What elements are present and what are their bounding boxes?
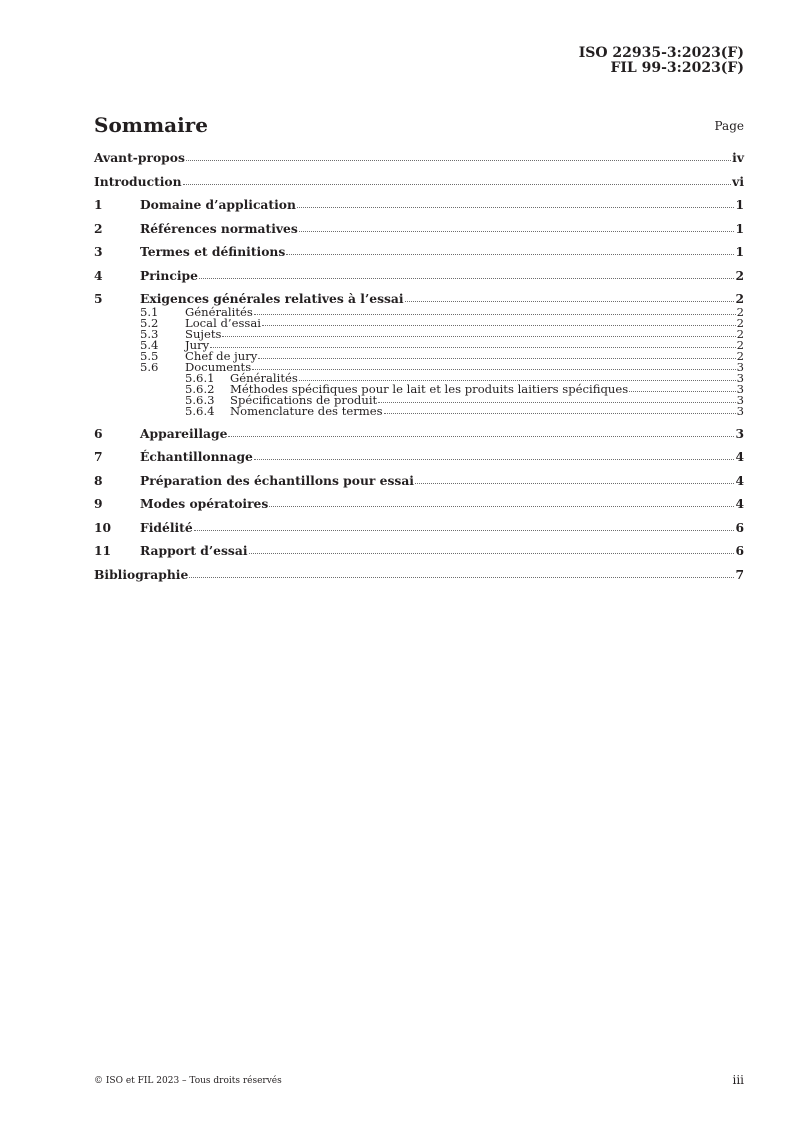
toc-entry-number: 5.1 — [140, 305, 159, 319]
toc-entry-number: 5.6.1 — [185, 371, 215, 385]
toc-entry-page: 2 — [735, 267, 744, 283]
dot-leader — [186, 160, 731, 161]
dot-leader — [199, 278, 735, 279]
dot-leader — [254, 459, 735, 460]
toc-entry-page: 2 — [736, 327, 744, 341]
toc-entry-page: 2 — [736, 338, 744, 352]
toc-entry-page: 1 — [735, 220, 744, 236]
toc-entry-page: 6 — [735, 519, 744, 535]
toc-entry-number: 5.6.3 — [185, 393, 215, 407]
dot-leader — [378, 402, 735, 403]
page-title: Sommaire — [94, 113, 208, 137]
toc-entry-title: Sujets — [185, 327, 222, 341]
toc-entry-number: 4 — [94, 267, 103, 283]
footer-copyright: © ISO et FIL 2023 – Tous droits réservés — [94, 1076, 282, 1086]
toc-entry-5[interactable] — [94, 291, 744, 306]
toc-entry-title: Chef de jury — [185, 349, 258, 363]
toc-entry-title: Modes opératoires — [140, 496, 269, 511]
dot-leader — [384, 413, 736, 414]
toc-entry-page: 3 — [736, 371, 744, 385]
toc-entry-10[interactable] — [94, 520, 744, 535]
standard-iso-number: ISO 22935-3:2023(F) — [578, 45, 744, 61]
toc-entry-number: 5.3 — [140, 327, 159, 341]
document-reference — [579, 46, 744, 76]
toc-entry-title: Méthodes spécifiques pour le lait et les produits laitiers spécifiques — [230, 382, 629, 396]
toc-entry-page: 3 — [735, 425, 744, 441]
dot-leader — [189, 577, 734, 578]
dot-leader — [210, 347, 735, 348]
toc-entry-number: 5.6 — [140, 360, 159, 374]
toc-entry-title: Nomenclature des termes — [230, 404, 383, 418]
table-of-contents — [94, 150, 744, 582]
toc-entry-bibliographie[interactable] — [94, 567, 744, 582]
toc-entry-number: 8 — [94, 472, 103, 488]
dot-leader — [258, 358, 735, 359]
toc-entry-5-6-4[interactable] — [94, 406, 744, 417]
toc-entry-title: Documents — [185, 360, 252, 374]
dot-leader — [252, 369, 735, 370]
toc-entry-page: 1 — [735, 244, 744, 259]
dot-leader — [249, 553, 735, 554]
toc-entry-2[interactable] — [94, 221, 744, 236]
toc-entry-number: 11 — [94, 543, 112, 558]
dot-leader — [297, 207, 735, 208]
toc-entry-page: 3 — [736, 360, 744, 374]
toc-entry-page: 4 — [735, 472, 744, 488]
toc-entry-title: Échantillonnage — [140, 449, 253, 464]
toc-entry-page: vi — [732, 173, 744, 189]
toc-entry-page: iv — [732, 150, 744, 165]
toc-entry-number: 5 — [94, 291, 103, 306]
toc-entry-1[interactable] — [94, 197, 744, 212]
toc-title-row — [94, 112, 744, 138]
toc-entry-title: Domaine d’application — [140, 197, 296, 212]
toc-entry-4[interactable] — [94, 268, 744, 283]
dot-leader — [183, 184, 732, 185]
dot-leader — [629, 391, 735, 392]
toc-entry-title: Appareillage — [140, 425, 228, 441]
toc-entry-number: 10 — [94, 519, 112, 535]
toc-entry-page: 6 — [735, 543, 744, 558]
toc-entry-number: 5.4 — [140, 338, 159, 352]
toc-entry-title: Généralités — [185, 305, 253, 319]
toc-entry-number: 2 — [94, 220, 103, 236]
dot-leader — [269, 506, 734, 507]
toc-entry-title: Principe — [140, 267, 198, 283]
toc-entry-8[interactable] — [94, 473, 744, 488]
toc-entry-page: 2 — [736, 349, 744, 363]
toc-entry-page: 2 — [736, 305, 744, 319]
toc-entry-page: 3 — [736, 382, 744, 396]
dot-leader — [299, 380, 736, 381]
toc-entry-page: 4 — [735, 449, 744, 464]
toc-entry-3[interactable] — [94, 244, 744, 259]
toc-entry-page: 3 — [736, 393, 744, 407]
toc-entry-title: Bibliographie — [94, 566, 189, 582]
toc-entry-number: 5.6.2 — [185, 382, 215, 396]
toc-entry-number: 6 — [94, 425, 103, 441]
toc-entry-page: 2 — [736, 316, 744, 330]
toc-entry-title: Avant-propos — [94, 150, 185, 165]
toc-entry-title: Introduction — [94, 173, 182, 189]
toc-entry-number: 9 — [94, 496, 103, 511]
toc-entry-title: Généralités — [230, 371, 298, 385]
dot-leader — [415, 483, 734, 484]
toc-entry-page: 2 — [735, 291, 744, 306]
toc-entry-avant-propos[interactable] — [94, 150, 744, 165]
toc-entry-7[interactable] — [94, 449, 744, 464]
dot-leader — [228, 436, 734, 437]
toc-entry-6[interactable] — [94, 426, 744, 441]
toc-entry-title: Jury — [185, 338, 210, 352]
toc-entry-number: 5.6.4 — [185, 404, 215, 418]
dot-leader — [262, 325, 736, 326]
standard-fil-number: FIL 99-3:2023(F) — [610, 60, 744, 76]
toc-entry-number: 5.2 — [140, 316, 159, 330]
dot-leader — [405, 301, 735, 302]
toc-entry-number: 5.5 — [140, 349, 159, 363]
dot-leader — [254, 314, 736, 315]
toc-entry-number: 3 — [94, 244, 103, 259]
dot-leader — [194, 530, 735, 531]
dot-leader — [286, 254, 734, 255]
toc-entry-number: 1 — [94, 197, 103, 212]
toc-entry-page: 7 — [735, 566, 744, 582]
toc-entry-title: Spécifications de produit — [230, 393, 378, 407]
toc-entry-page: 4 — [735, 496, 744, 511]
toc-entry-title: Fidélité — [140, 519, 193, 535]
toc-entry-title: Rapport d’essai — [140, 543, 248, 558]
toc-entry-introduction[interactable] — [94, 174, 744, 189]
toc-entry-title: Préparation des échantillons pour essai — [140, 472, 414, 488]
dot-leader — [299, 231, 735, 232]
toc-entry-title: Références normatives — [140, 220, 298, 236]
toc-entry-page: 3 — [736, 404, 744, 418]
toc-entry-number: 7 — [94, 449, 103, 464]
page-column-label: Page — [714, 119, 744, 133]
toc-entry-9[interactable] — [94, 496, 744, 511]
footer-page-number: iii — [732, 1073, 744, 1087]
toc-entry-title: Termes et définitions — [140, 244, 286, 259]
toc-entry-11[interactable] — [94, 543, 744, 558]
toc-entry-page: 1 — [735, 197, 744, 212]
toc-entry-title: Local d’essai — [185, 316, 261, 330]
toc-entry-title: Exigences générales relatives à l’essai — [140, 291, 404, 306]
dot-leader — [222, 336, 735, 337]
